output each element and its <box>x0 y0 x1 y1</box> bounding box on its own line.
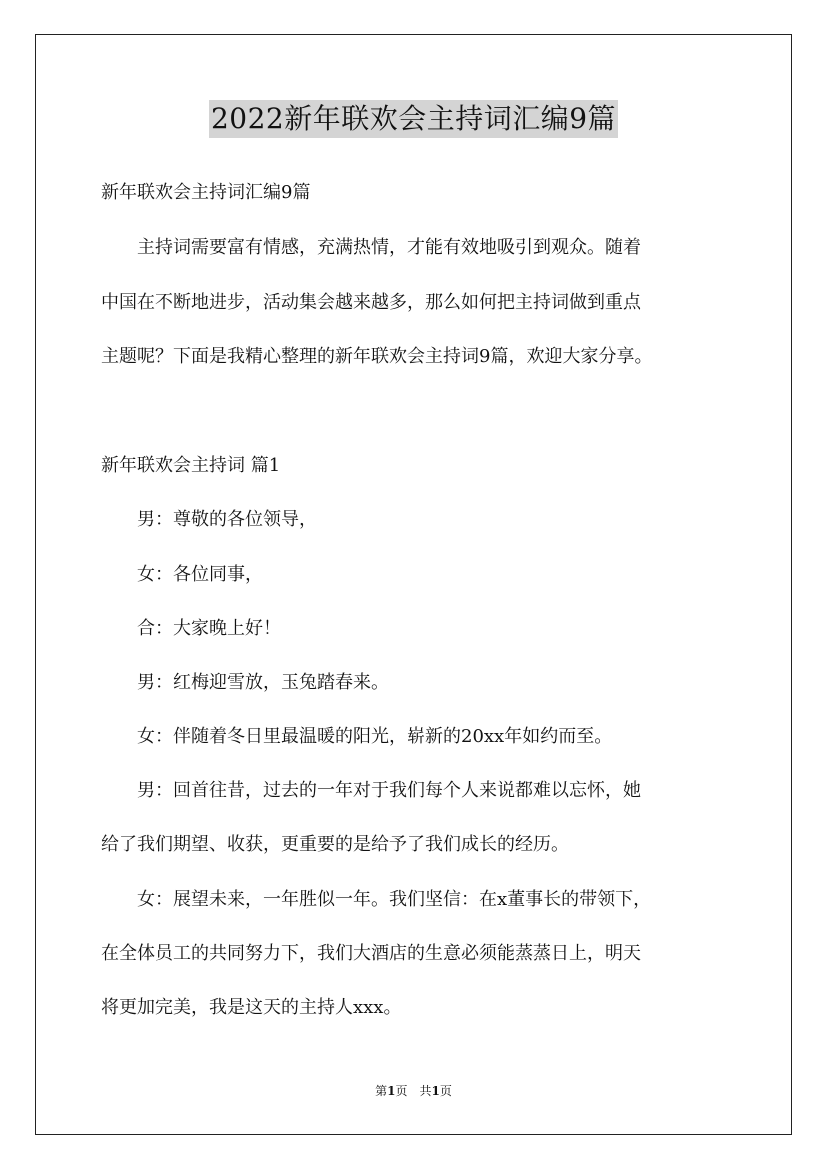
document-title: 2022新年联欢会主持词汇编9篇 <box>209 100 618 138</box>
section-heading: 新年联欢会主持词 篇1 <box>101 455 281 476</box>
intro-line: 主题呢？下面是我精心整理的新年联欢会主持词9篇，欢迎大家分享。 <box>101 346 653 367</box>
total-page-number: 1 <box>431 1084 440 1098</box>
body-line: 合：大家晚上好！ <box>101 618 281 639</box>
document-subtitle: 新年联欢会主持词汇编9篇 <box>101 182 311 203</box>
body-line: 给了我们期望、收获，更重要的是给予了我们成长的经历。 <box>101 834 569 855</box>
body-line: 在全体员工的共同努力下，我们大酒店的生意必须能蒸蒸日上，明天 <box>101 943 641 964</box>
current-page-number: 1 <box>387 1084 396 1098</box>
body-line: 女：展望未来，一年胜似一年。我们坚信：在x董事长的带领下， <box>101 889 652 910</box>
page-footer <box>0 1083 827 1099</box>
body-line: 男：红梅迎雪放，玉兔踏春来。 <box>101 672 389 693</box>
page-mid: 页 共 <box>395 1084 432 1098</box>
page-suffix: 页 <box>439 1084 452 1098</box>
body-line: 将更加完美，我是这天的主持人xxx。 <box>101 997 402 1018</box>
body-line: 男：尊敬的各位领导， <box>101 509 317 530</box>
body-line: 女：各位同事， <box>101 564 263 585</box>
intro-line: 中国在不断地进步，活动集会越来越多，那么如何把主持词做到重点 <box>101 292 641 313</box>
title-container <box>0 100 827 138</box>
page-prefix: 第 <box>375 1084 388 1098</box>
body-line: 男：回首往昔，过去的一年对于我们每个人来说都难以忘怀，她 <box>101 780 641 801</box>
intro-line: 主持词需要富有情感，充满热情，才能有效地吸引到观众。随着 <box>101 237 641 258</box>
body-line: 女：伴随着冬日里最温暖的阳光，崭新的20xx年如约而至。 <box>101 726 613 747</box>
